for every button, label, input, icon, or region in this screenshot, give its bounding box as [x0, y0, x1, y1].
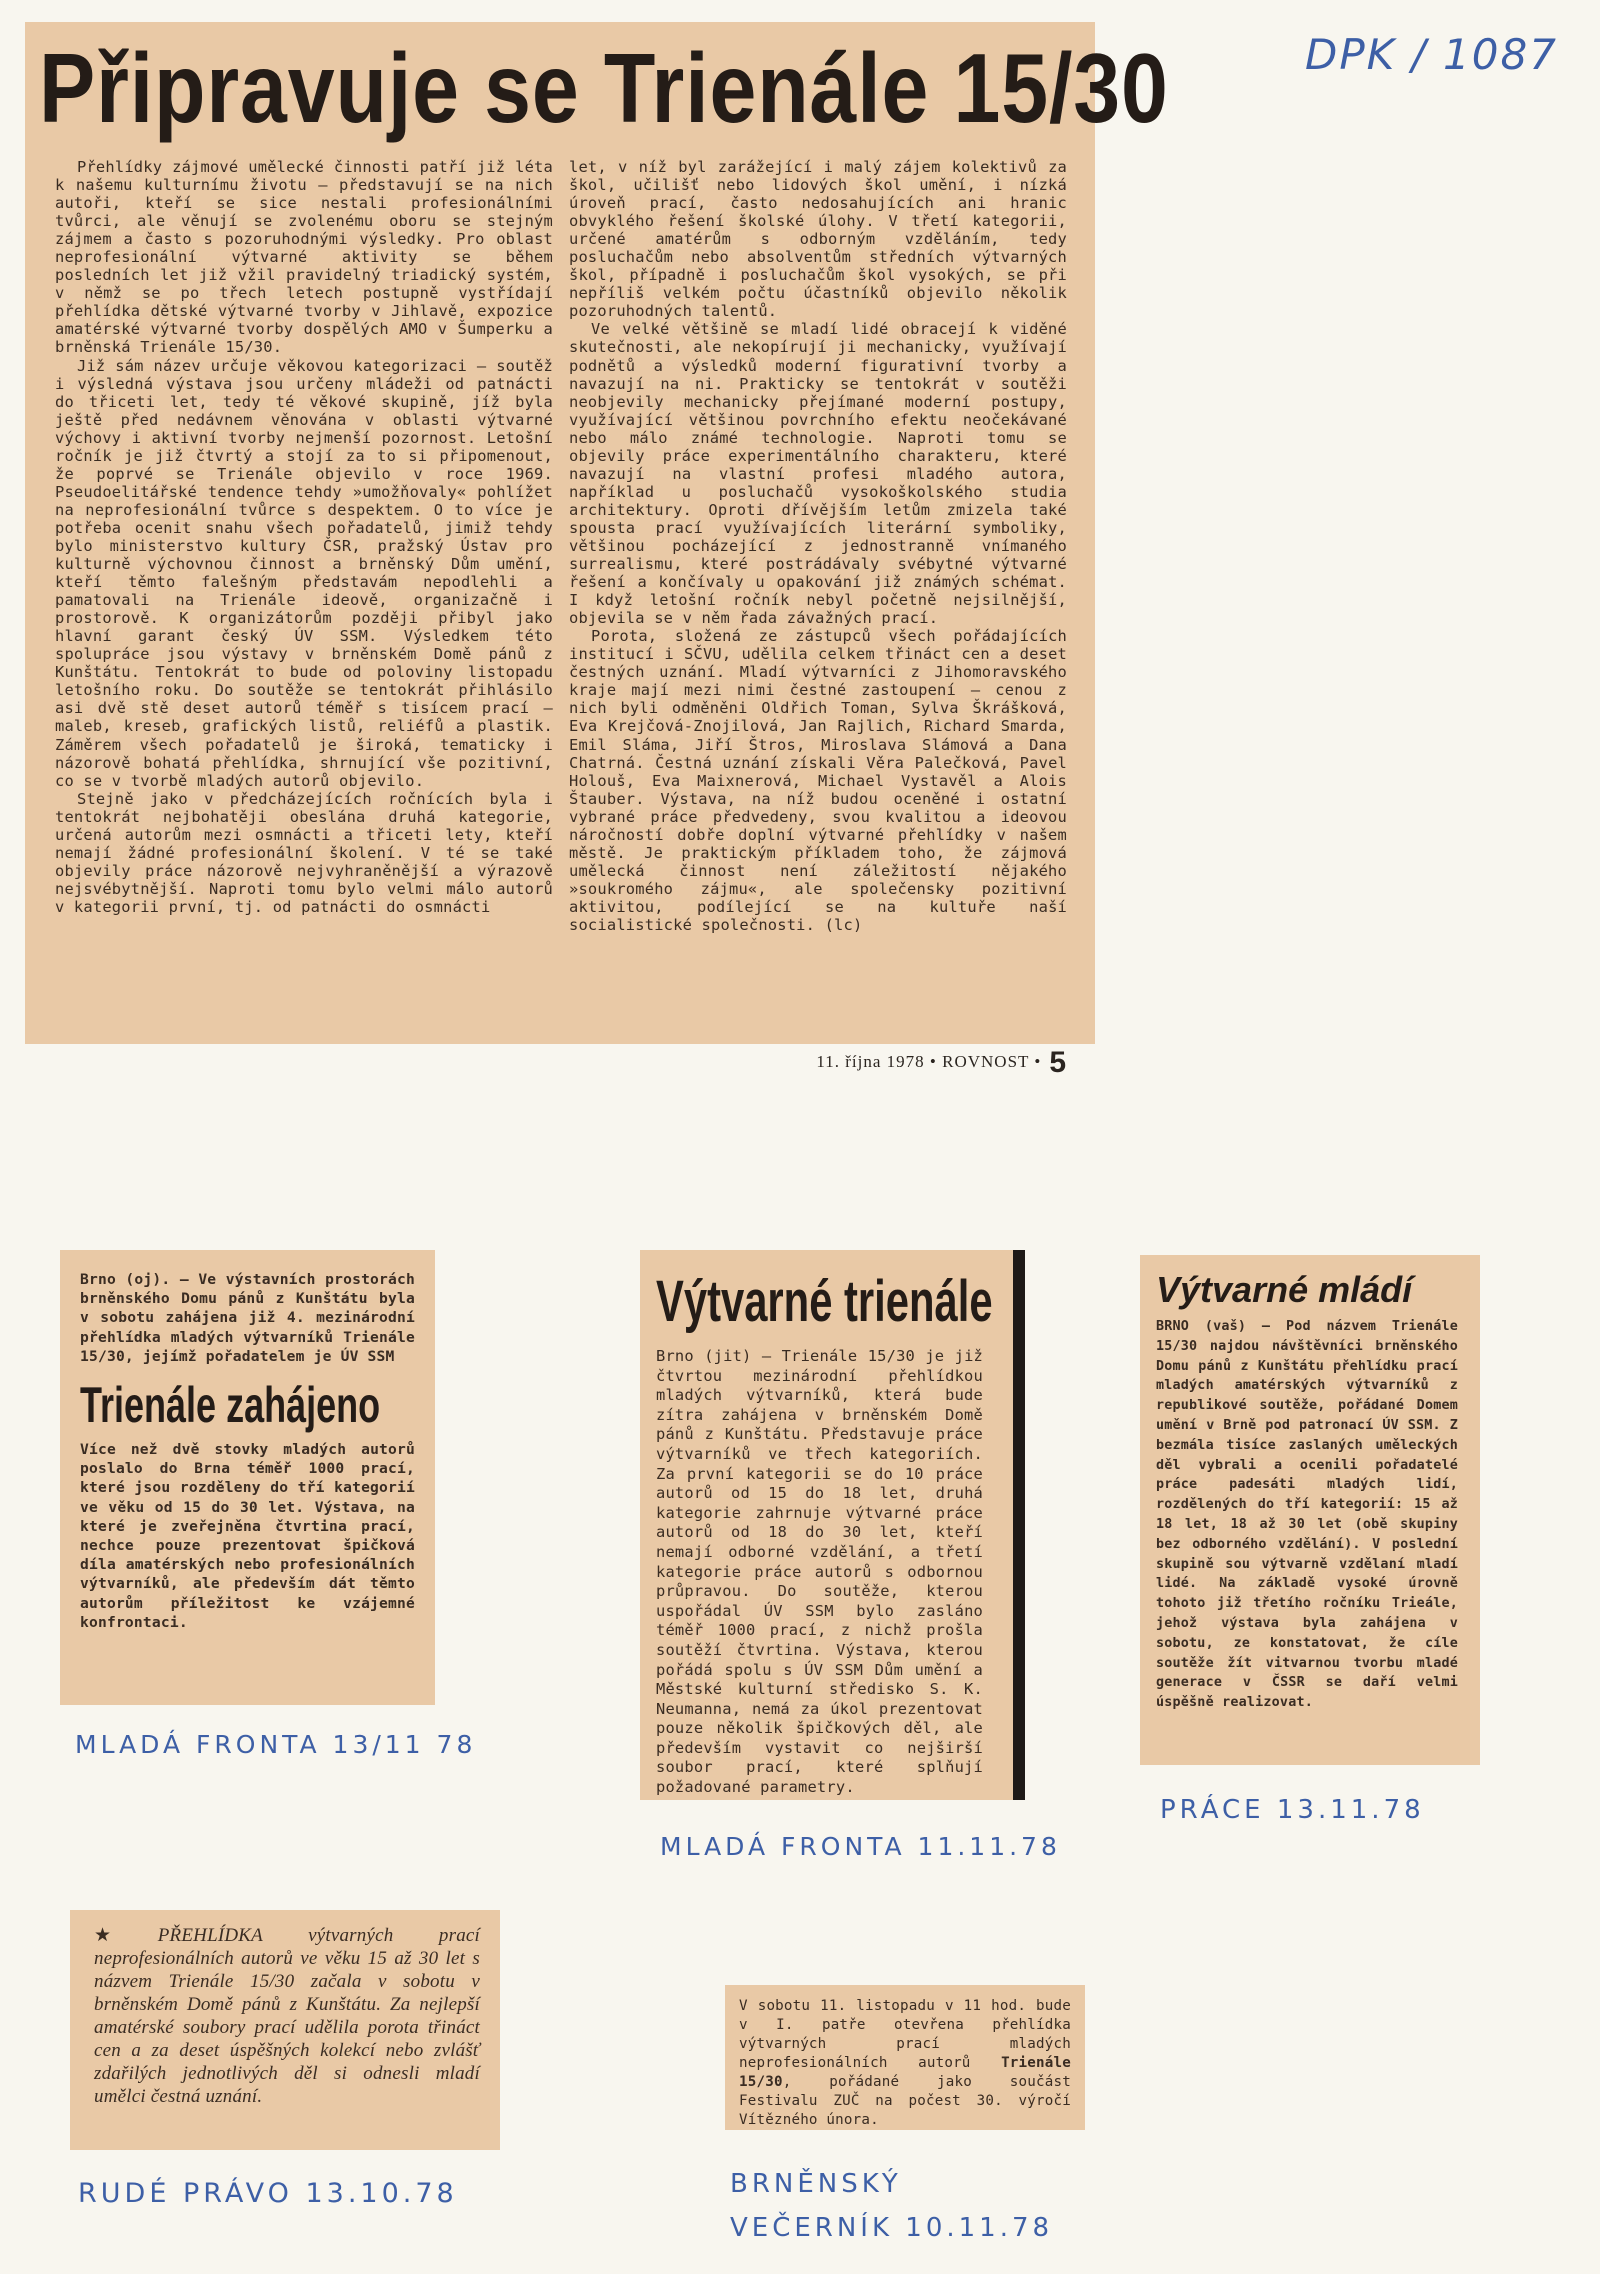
paragraph: Již sám název určuje věkovou kategorizaci — soutěž i výsledná výstava jsou určeny mládeži od patnácti do třiceti let, tedy té věkové skupině, jíž byla ještě před nedávnem věnována v oblasti výtvarné výchovy i aktivní tvorby nejmenší pozornost. Letošní ročník je již čtvrtý a stojí za to si připomenout, že poprvé se Trienále objevilo v roce 1969. Pseudoelitářské tendence tehdy »umožňovaly« pohlížet na neprofesionální tvůrce s despektem. O to více je potřeba ocenit snahu všech pořadatelů, jimiž tehdy bylo ministerstvo kultury ČSR, pražský Ústav pro kulturně výchovnou činnost a brněnský Dům umění, kteří těmto falešným představám nepodlehli a pamatovali na Trienále ideově, organizačně i prostorově. K organizátorům později přibyl jako hlavní garant český ÚV SSM. Výsledkem této spolupráce jsou výstavy v brněnském Domě pánů z Kunštátu. Tentokrát to bude od poloviny listopadu letošního roku. Do soutěže se tentokrát přihlásilo asi dvě stě deset autorů téměř s tisícem prací — maleb, kreseb, grafických listů, reliéfů a plastik. Záměrem všech pořadatelů je široká, tematicky i názorově bohatá přehlídka, shrnující vše pozitivní, co se v tvorbě mladých autorů objevilo.: [55, 356, 553, 790]
clipping-mlada-fronta-2: [640, 1250, 1025, 1800]
article-column-2: [569, 158, 1067, 1026]
clipping-intro: Brno (oj). — Ve výstavních prostorách brněnského Domu pánů z Kunštátu byla v sobotu zahájena již 4. mezinárodní přehlídka mladých výtvarníků Trienále 15/30, jejímž pořadatelem je ÚV SSM: [80, 1271, 415, 1365]
source-note: BRNĚNSKÝ VEČERNÍK 10.11.78: [730, 2169, 1054, 2243]
paragraph: Porota, složená ze zástupců všech pořádajících institucí i SČVU, udělila celkem třináct cen a deset čestných uznání. Mladí výtvarníci z Jihomoravského kraje mají mezi nimi čestné zastoupení — cenou z nich byli odměněni Oldřich Toman, Sylva Škrášková, Eva Krejčová-Znojilová, Jan Rajlich, Richard Smarda, Emil Sláma, Jiří Štros, Miroslava Slámová a Dana Chatrná. Čestná uznání získali Věra Palečková, Pavel Holouš, Eva Maixnerová, Michael Vystavěl a Alois Štauber. Výstava, na níž budou oceněné i ostatní vybrané práce předvedeny, svou kvalitou a ideovou náročností dobře doplní výtvarné přehlídky v našem městě. Je praktickým příkladem toho, že zájmová umělecká činnost není záležitostí nějakého »soukromého zájmu«, ale společensky pozitivní aktivitou, podílející se na kultuře naší socialistické společnosti. (lc): [569, 627, 1067, 934]
clipping-rude-pravo: [70, 1910, 500, 2150]
clipping-body: Více než dvě stovky mladých autorů poslalo do Brna téměř 1000 prací, které jsou rozděleny do tří kategorií ve věku od 15 do 30 let. Výstava, na které je zveřejněna čtvrtina prací, nechce pouze prezentovat špičková díla amatérských nebo profesionálních výtvarníků, ale především dát těmto autorům příležitost ke vzájemné konfrontaci.: [80, 1441, 415, 1631]
paragraph: Přehlídky zájmové umělecké činnosti patří již léta k našemu kulturnímu životu — představují se na nich autoři, kteří se sice nestali profesionálními tvůrci, ale věnují se zvolenému oboru se stejným zájmem a často s pozoruhodnými výsledky. Pro oblast neprofesionální výtvarné aktivity se během posledních let již vžil pravidelný triadický systém, v němž se po třech letech postupně vystřídají přehlídka dětské výtvarné tvorby v Jihlavě, expozice amatérské výtvarné tvorby dospělých AMO v Šumperku a brněnská Trienále 15/30.: [55, 158, 553, 357]
clipping-title: Trienále 15/30: [739, 2055, 1071, 2090]
star-icon: ★: [94, 1925, 152, 1946]
clipping-body: [739, 1997, 1071, 2130]
clipping-headline: Výtvarné trienále: [656, 1269, 993, 1334]
paragraph: Ve velké většině se mladí lidé obracejí k viděné skutečnosti, ale nekopírují ji mechanicky, využívají podnětů a výsledků moderní figurativní tvorby a navazují na ni. Prakticky se tentokrát v soutěži neobjevily mechanicky přejímané moderní postupy, využívající většinou povrchního efektu neočekávané nebo málo známé technologie. Naproti tomu se objevily práce experimentálního charakteru, které navazují na vlastní profesi mladého autora, například u posluchačů vysokoškolského studia architektury. Oproti dřívějším letům zmizela také spousta prací využívajících literární symboliky, většinou pocházející z jednostranně vnímaného surrealismu, které postrádávaly svébytné výtvarné řešení a končívaly u opakování již známých schémat. I když letošní ročník nebyl početně nejsilnější, objevila se v něm řada závažných prací.: [569, 320, 1067, 628]
clipping-headline: Trienále zahájeno: [80, 1377, 381, 1434]
clipping-body: [94, 1924, 480, 2108]
source-note: RUDÉ PRÁVO 13.10.78: [78, 2178, 458, 2209]
clipping-text: PŘEHLÍDKA výtvarných prací neprofesionálních autorů ve věku 15 až 30 let s názvem Trienále 15/30 začala v sobotu v brněnském Domě pánů z Kunštátu. Za nejlepší amatérské soubory prací udělila porota třináct cen a za deset úspěšných kolekcí nebo zvlášť zdařilých jednotlivých děl si odnesli mladí umělci čestná uznání.: [94, 1925, 481, 2107]
clipping-brnensky-vecernik: [725, 1985, 1085, 2130]
paragraph: Stejně jako v předcházejících ročnících byla i tentokrát nejbohatěji obeslána druhá kategorie, určená autorům mezi osmnácti a třiceti lety, kteří nemají žádné profesionální školení. V té se také objevily práce názorově nejvyhraněnější a výrazově nejsvébytnější. Naproti tomu bylo velmi málo autorů v kategorii první, tj. od patnácti do osmnácti: [55, 789, 553, 916]
clipping-body: Brno (jit) — Trienále 15/30 je již čtvrtou mezinárodní přehlídkou mladých výtvarníků, která bude zítra zahájena v brněnském Domě pánů z Kunštátu. Představuje práce výtvarníků ve třech kategoriích. Za první kategorii se do 10 práce autorů od 15 do 18 let, druhá kategorie zahrnuje výtvarné práce autorů od 18 do 30 let, kteří nemají odborné vzdělání, a třetí kategorie práce autorů s odbornou průpravou. Do soutěže, kterou uspořádal ÚV SSM bylo zasláno téměř 1000 prací, z nichž prošla soutěží čtvrtina. Výstava, kterou pořádá spolu s ÚV SSM Dům umění a Městské kulturní středisko S. K. Neumanna, nemá za úkol prezentovat pouze několik špičkových děl, ale především vystavit co nejširší soubor prací, které splňují požadované parametry.: [656, 1347, 983, 1797]
article-footer: [816, 1046, 1067, 1080]
archive-mark: DPK / 1087: [1305, 30, 1558, 79]
clipping-headline: Výtvarné mládí: [1156, 1269, 1413, 1310]
clipping-prace: [1140, 1255, 1480, 1765]
clipping-text: , pořádané jako součást Festivalu ZUČ na počest 30. výročí Vítězného února.: [739, 2074, 1071, 2128]
clipping-rovnost: [25, 22, 1169, 1079]
source-note: MLADÁ FRONTA 13/11 78: [75, 1730, 477, 1759]
clipping-text: V sobotu 11. listopadu v 11 hod. bude v I. patře otevřena přehlídka výtvarných prací mladých neprofesionálních autorů: [739, 1998, 1071, 2071]
paragraph: let, v níž byl zarážející i malý zájem kolektivů za škol, učilišť nebo lidových škol umění, i nízká úroveň prací, často nedosahujících ani hranic obvyklého řešení školské úlohy. V třetí kategorii, určené amatérům s odborným vzděláním, tedy posluchačům nebo absolventům středních výtvarných škol, případně i posluchačům škol vysokých, se při nepříliš velkém počtu účastníků objevilo několik pozoruhodných talentů.: [569, 158, 1067, 321]
article-column-1: [55, 158, 553, 1026]
publication-date: 11. října 1978 • ROVNOST •: [816, 1051, 1042, 1071]
page-number: 5: [1049, 1046, 1067, 1079]
clipping-body: BRNO (vaš) — Pod názvem Trienále 15/30 najdou návštěvníci brněnského Domu pánů z Kunštátu přehlídku prací mladých amatérských výtvarníků z republikové soutěže, pořádané Domem umění v Brně pod patronací ÚV SSM. Z bezmála tisíce zaslaných uměleckých děl vybrali a ocenili pořadatelé práce padesáti mladých lidí, rozdělených do tří kategorií: 15 až 18 let, 18 až 30 let (obě skupiny bez odborného vzdělání). V poslední skupině sou výtvarně vzdělaní mladí lidé. Na základě vysoké úrovně tohoto již třetího ročníku Trieále, jehož výstava byla zahájena v sobotu, ze konstatovat, že cíle soutěže žít vitvarnou tvorbu mladé generace v ČSSR se daří velmi úspěšně realizovat.: [1156, 1319, 1458, 1711]
source-note: PRÁCE 13.11.78: [1160, 1795, 1425, 1825]
article-headline: Připravuje se Trienále 15/30: [39, 33, 1169, 143]
article-columns: [55, 158, 1067, 1026]
clipping-mlada-fronta-1: [60, 1250, 435, 1705]
source-note: MLADÁ FRONTA 11.11.78: [660, 1832, 1061, 1861]
